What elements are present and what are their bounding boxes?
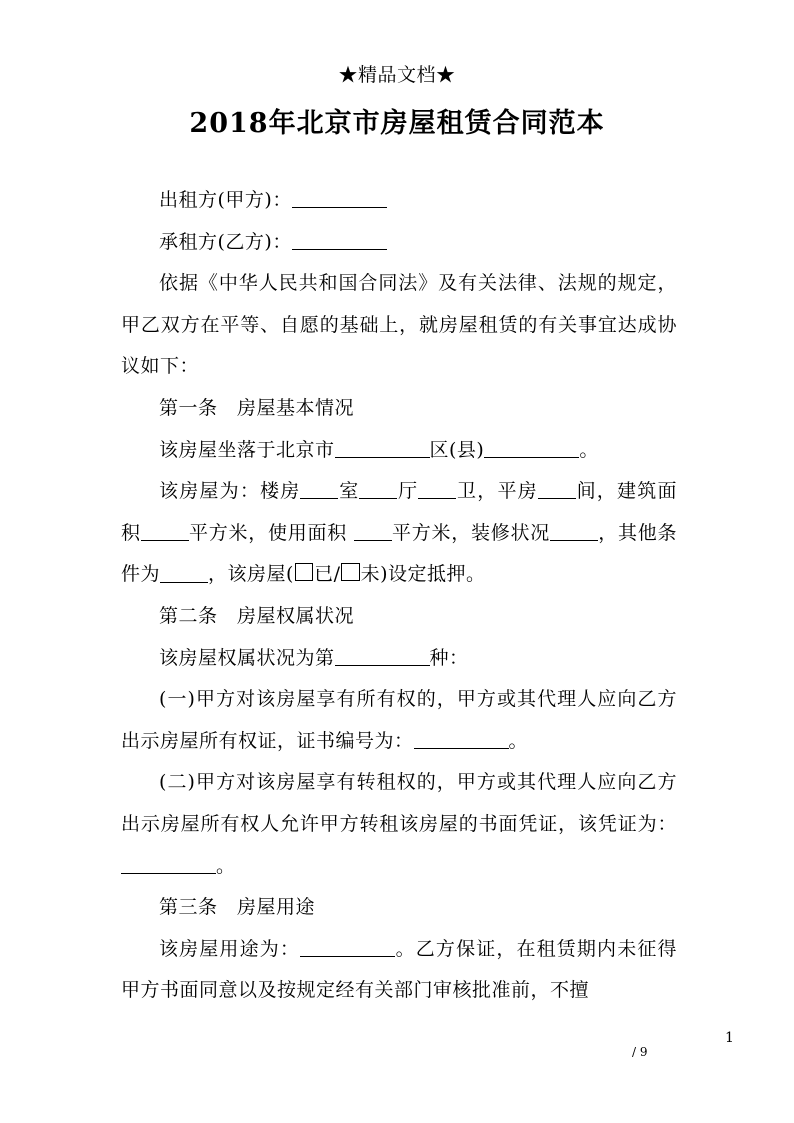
district-blank [335, 437, 430, 458]
page-number: 1 [725, 1030, 734, 1046]
area1-label: 平方米，使用面积 [188, 521, 347, 544]
lessee-label: 承租方(乙方)： [159, 230, 292, 253]
mortgage-yes-checkbox[interactable] [295, 563, 313, 581]
location-end: 。 [579, 438, 599, 461]
house-prefix: 该房屋为：楼房 [159, 480, 301, 503]
location-mid: 区(县) [429, 438, 485, 461]
hall-blank [359, 478, 397, 499]
use-blank [300, 936, 395, 957]
document-title: 2018年北京市房屋租赁合同范本 [189, 108, 605, 139]
certificate-number-blank [414, 728, 509, 749]
lessee-blank [292, 229, 387, 250]
lessee-line [121, 222, 677, 264]
other-label: ，其他条件为 [121, 521, 677, 586]
lessor-blank [292, 187, 387, 208]
room-blank [300, 478, 338, 499]
mortgage-yes-label: 已/ [314, 563, 341, 586]
rights-blank [335, 645, 430, 666]
clause-2 [121, 762, 677, 887]
bath-label: 卫，平房 [456, 480, 538, 503]
building-area-blank [141, 520, 189, 541]
house-description [121, 471, 677, 596]
use-line [121, 929, 677, 1012]
location-line [121, 430, 677, 472]
clause-1-text: (一)甲方对该房屋享有所有权的，甲方或其代理人应向乙方出示房屋所有权证，证书编号为： [121, 688, 677, 752]
clause-2-text: (二)甲方对该房屋享有转租权的，甲方或其代理人应向乙方出示房屋所有权人允许甲方转租该房屋的书面凭证，该凭证为： [121, 771, 677, 835]
hall-label: 厅 [397, 480, 419, 503]
mortgage-prefix: ，该房屋( [208, 563, 294, 586]
article-3-title: 第三条 房屋用途 [159, 896, 316, 919]
voucher-blank [121, 853, 216, 874]
article-2-title: 第二条 房屋权属状况 [159, 604, 355, 627]
article-1-title: 第一条 房屋基本情况 [159, 396, 355, 419]
area2-label: 平方米，装修状况 [391, 521, 550, 544]
clause-2-end: 。 [216, 854, 236, 877]
clause-1-end: 。 [508, 729, 529, 752]
location-prefix: 该房屋坐落于北京市 [159, 438, 335, 461]
use-prefix: 该房屋用途为： [159, 937, 300, 960]
room-label: 室 [338, 480, 360, 503]
mortgage-no-checkbox[interactable] [341, 563, 359, 581]
bungalow-blank [538, 478, 576, 499]
rights-suffix: 种： [429, 646, 469, 669]
jian-label: 间，建筑面积 [121, 480, 677, 544]
contract-body [121, 180, 677, 1012]
use-suffix: 。乙方保证，在租赁期内未征得甲方书面同意以及按规定经有关部门审核批准前，不擅 [121, 937, 677, 1002]
rights-line [121, 638, 677, 680]
intro-paragraph: 依据《中华人民共和国合同法》及有关法律、法规的规定，甲乙双方在平等、自愿的基础上，就房屋租赁的有关事宜达成协议如下： [121, 272, 677, 378]
page-total: / 9 [632, 1045, 648, 1059]
county-blank [484, 437, 579, 458]
clause-1 [121, 679, 677, 762]
other-conditions-blank [160, 562, 208, 583]
usable-area-blank [354, 520, 392, 541]
mortgage-no-label: 未)设定抵押。 [360, 563, 486, 586]
header-mark: ★精品文档★ [338, 64, 456, 86]
lessor-label: 出租方(甲方)： [159, 189, 292, 211]
decoration-blank [550, 520, 598, 541]
rights-prefix: 该房屋权属状况为第 [159, 646, 335, 669]
lessor-line [121, 180, 677, 222]
bath-blank [418, 478, 456, 499]
